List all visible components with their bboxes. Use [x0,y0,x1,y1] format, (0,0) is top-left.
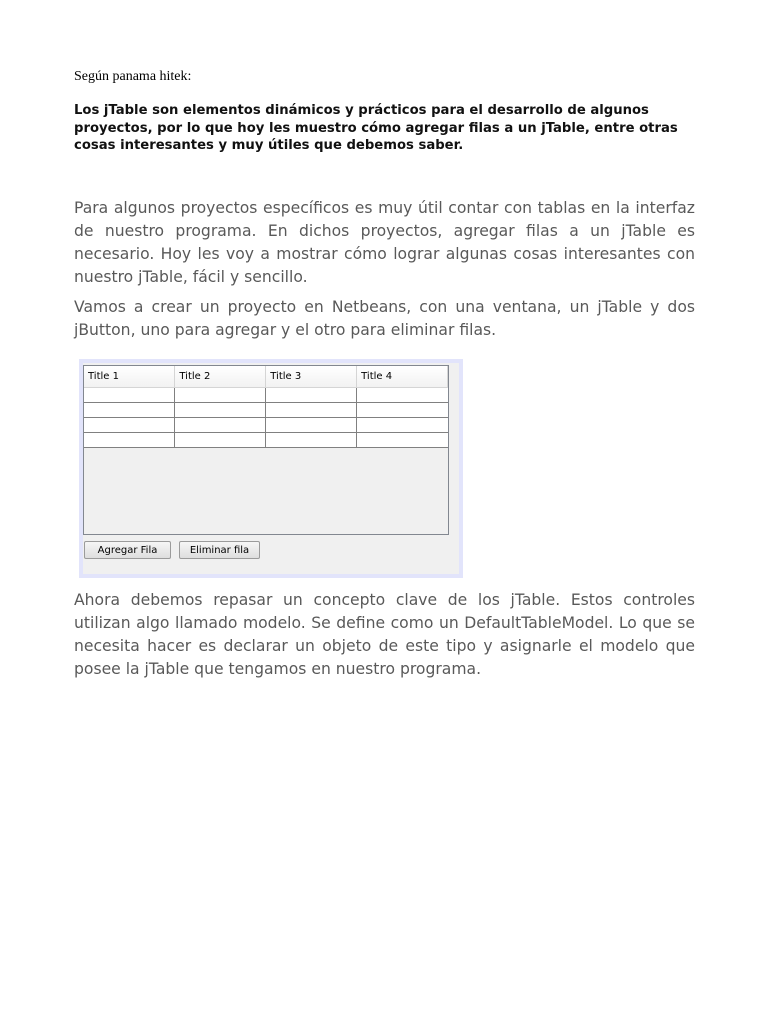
table-cell [266,403,357,418]
table-cell [84,388,175,403]
source-attribution: Según panama hitek: [74,69,192,84]
table-cell [266,418,357,433]
table-cell [175,388,266,403]
body-paragraph-3: Ahora debemos repasar un concepto clave de los jTable. Estos controles utilizan algo llamado modelo. Se define como un DefaultTableModel. Lo que se necesita hacer es declarar un objeto de este tipo y asignarle el modelo que posee la jTable que tengamos en nuestro programa. [74,591,695,678]
table-cell [357,418,448,433]
jtable [83,365,449,535]
lead-paragraph: Los jTable son elementos dinámicos y prácticos para el desarrollo de algunos proyectos, por lo que hoy les muestro cómo agregar filas a un jTable, entre otras cosas interesantes y muy útiles que debemos saber. [74,103,678,153]
column-header: Title 2 [175,366,266,388]
column-header: Title 1 [84,366,175,388]
table-cell [84,418,175,433]
agregar-fila-button[interactable]: Agregar Fila [84,541,171,559]
column-header: Title 4 [357,366,448,388]
table-header-row [84,366,448,388]
jtable-screenshot [79,359,463,578]
eliminar-fila-button[interactable]: Eliminar fila [179,541,260,559]
column-header: Title 3 [266,366,357,388]
table-cell [266,388,357,403]
table-row [84,418,448,433]
table-cell [84,403,175,418]
table-cell [175,418,266,433]
table-cell [357,388,448,403]
table-row [84,433,448,448]
table-cell [266,433,357,448]
table-cell [175,433,266,448]
table-row [84,403,448,418]
body-paragraph-1: Para algunos proyectos específicos es muy útil contar con tablas en la interfaz de nuestro programa. En dichos proyectos, agregar filas a un jTable es necesario. Hoy les voy a mostrar cómo lograr algunas cosas interesantes con nuestro jTable, fácil y sencillo. [74,199,695,286]
table-cell [84,433,175,448]
table-cell [357,433,448,448]
table-row [84,388,448,403]
body-paragraph-2: Vamos a crear un proyecto en Netbeans, con una ventana, un jTable y dos jButton, uno para agregar y el otro para eliminar filas. [74,298,695,339]
table-cell [175,403,266,418]
table-cell [357,403,448,418]
swing-window-content [83,363,459,574]
jtable-grid [84,366,448,448]
